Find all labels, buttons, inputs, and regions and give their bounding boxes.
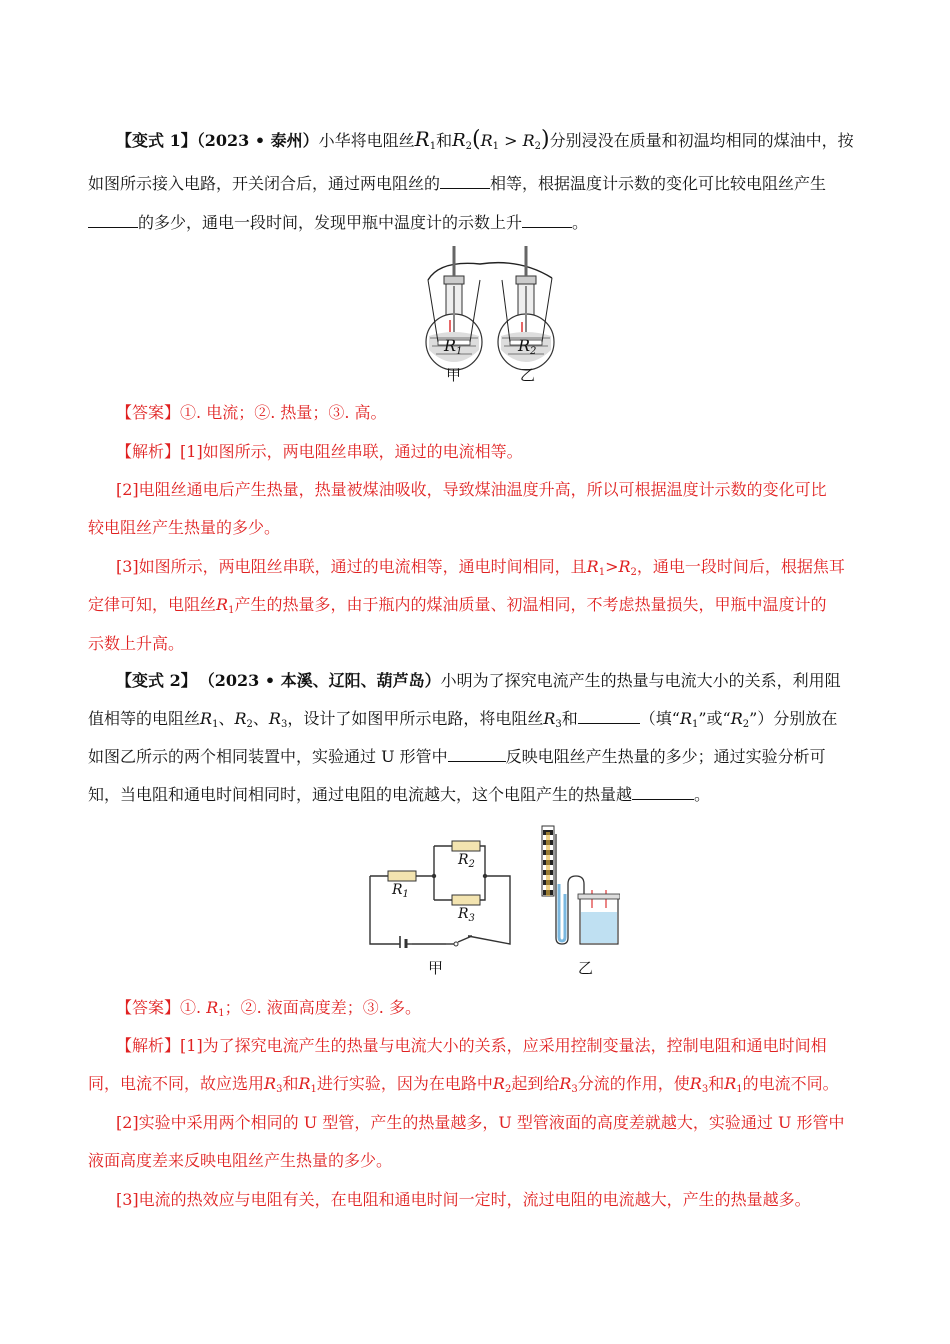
analysis-text: 和 (282, 1074, 299, 1093)
answer-tag: 【答案】 (116, 998, 181, 1017)
fig2-r2-letter: R (458, 852, 469, 868)
analysis-text: [1]如图所示，两电阻丝串联，通过的电流相等。 (180, 442, 523, 461)
q1-source: （2023 • 泰州） (196, 131, 319, 150)
q1-text: 小华将电阻丝 (318, 131, 415, 150)
q2-r2-sub: 2 (246, 719, 253, 730)
analysis-r1: R (586, 557, 599, 576)
fig2-r2-label (458, 852, 475, 870)
q1-r2: R (452, 130, 466, 151)
blank-6[interactable] (632, 785, 694, 800)
fig1-r1-label (444, 336, 462, 357)
q1-analysis-3a (116, 556, 896, 584)
q1-line-2 (88, 173, 868, 195)
q1-analysis-1 (116, 441, 896, 463)
fig2-r3-sub: 3 (468, 913, 475, 924)
fig2-label-left: 甲 (428, 959, 444, 977)
analysis-text: 产生的热量多，由于瓶内的煤油质量、初温相同，不考虑热量损失，甲瓶中温度计的 (234, 595, 827, 614)
answer-text: ；②. 液面高度差；③. 多。 (224, 998, 421, 1017)
q2-sep: 、 (218, 709, 235, 728)
q1-analysis-2b: 较电阻丝产生热量的多少。 (88, 518, 281, 537)
q2-r2: R (234, 709, 247, 728)
analysis-gt: > (605, 557, 619, 576)
q2-text: ，设计了如图甲所示电路，将电阻丝 (287, 709, 544, 728)
analysis-r: R (689, 1074, 702, 1093)
q1-cond-gt: > (499, 131, 523, 150)
q2-analysis-2a: [2]实验中采用两个相同的 U 型管，产生的热量越多，U 型管液面的高度差就越大，实验通过 U 形管中 (116, 1113, 845, 1132)
analysis-r-sub: 1 (310, 1084, 317, 1095)
analysis-r2-sub: 2 (630, 567, 637, 578)
q2-line-1 (116, 670, 896, 692)
q2-text: 。 (694, 785, 711, 804)
analysis-r: R (298, 1074, 311, 1093)
analysis-r2: R (618, 557, 631, 576)
q2-text: （填“ (639, 709, 680, 728)
q2-text: 和 (561, 709, 578, 728)
q2-text: ”）分别放在 (749, 709, 838, 728)
analysis-text: 的电流不同。 (742, 1074, 839, 1093)
fig2-r3-label (458, 906, 475, 924)
fig1-r2-sub: 2 (530, 346, 537, 357)
answer-r-sub: 1 (218, 1008, 225, 1019)
analysis-text: 进行实验，因为在电路中 (316, 1074, 493, 1093)
analysis-r-sub: 3 (276, 1084, 283, 1095)
q2-tag: 【变式 2】 (116, 671, 197, 690)
blank-3[interactable] (522, 213, 572, 228)
analysis-text: 和 (708, 1074, 725, 1093)
answer-text: ①. (180, 998, 207, 1017)
q2-analysis-2b: 液面高度差来反映电阻丝产生热量的多少。 (88, 1151, 393, 1170)
analysis-text: 起到给 (511, 1074, 560, 1093)
q2-text: 如图乙所示的两个相同装置中，实验通过 U 形管中 (88, 747, 448, 766)
analysis-text: 定律可知，电阻丝 (88, 595, 217, 614)
q2-option-r1-sub: 1 (692, 719, 699, 730)
q1-cond-r1-sub: 1 (492, 141, 500, 152)
q1-text: 分别浸没在质量和初温均相同的煤油中，按 (549, 131, 854, 150)
q1-line-3 (88, 212, 868, 234)
q1-text: 相等，根据温度计示数的变化可比较电阻丝产生 (490, 174, 827, 193)
blank-2[interactable] (88, 213, 138, 228)
fig1-r2-label (518, 336, 536, 357)
analysis-r: R (216, 595, 229, 614)
q1-analysis-2a: [2]电阻丝通电后产生热量，热量被煤油吸收，导致煤油温度升高，所以可根据温度计示数的变化可比 (116, 480, 827, 499)
q1-r1: R (414, 127, 430, 151)
q2-analysis-3: [3]电流的热效应与电阻有关，在电阻和通电时间一定时，流过电阻的电流越大，产生的热量越多。 (116, 1190, 811, 1209)
answer-text: ①. 电流；②. 热量；③. 高。 (180, 403, 387, 422)
fig1-r1-letter: R (444, 336, 457, 355)
analysis-r-sub: 2 (504, 1084, 512, 1095)
q2-r3b-sub: 3 (555, 719, 562, 730)
q2-text: 反映电阻丝产生热量的多少；通过实验分析可 (505, 747, 826, 766)
analysis-r1-sub: 1 (598, 567, 606, 578)
q1-paren: ) (541, 127, 550, 152)
analysis-text: [1]为了探究电流产生的热量与电流大小的关系，应采用控制变量法，控制电阻和通电时间相 (180, 1036, 827, 1055)
answer-r: R (206, 998, 219, 1017)
blank-1[interactable] (440, 174, 490, 189)
q1-text: 如图所示接入电路，开关闭合后，通过两电阻丝的 (88, 174, 441, 193)
fig2-r2-sub: 2 (468, 859, 475, 870)
q2-analysis-1a (116, 1035, 896, 1057)
q2-text: 知，当电阻和通电时间相同时，通过电阻的电流越大，这个电阻产生的热量越 (88, 785, 633, 804)
q1-paren: ( (472, 127, 481, 152)
q2-line-3 (88, 746, 868, 768)
q2-line-2 (88, 708, 868, 736)
q2-line-4 (88, 784, 868, 806)
analysis-text: [3]如图所示，两电阻丝串联，通过的电流相等，通电时间相同，且 (116, 557, 587, 576)
fig1-label-left: 甲 (446, 366, 462, 384)
blank-4[interactable] (578, 709, 640, 724)
analysis-r-sub: 3 (571, 1084, 578, 1095)
fig2-r3-letter: R (458, 906, 469, 922)
analysis-tag: 【解析】 (116, 1036, 181, 1055)
q1-r2-sub: 2 (465, 141, 473, 152)
analysis-r: R (559, 1074, 572, 1093)
answer-tag: 【答案】 (116, 403, 181, 422)
q2-option-r2: R (730, 709, 743, 728)
q2-answer (116, 997, 896, 1025)
q2-analysis-1b (88, 1073, 868, 1101)
q2-r3-sub: 3 (280, 719, 288, 730)
q1-line-1 (116, 128, 896, 158)
fig1-label-right: 乙 (520, 366, 536, 384)
analysis-text: 同，电流不同，故应选用 (88, 1074, 265, 1093)
q2-text: 值相等的电阻丝 (88, 709, 201, 728)
q1-analysis-3c: 示数上升高。 (88, 634, 185, 653)
q2-r1: R (200, 709, 213, 728)
u-tube-diagram (536, 824, 620, 948)
analysis-text: ，通电一段时间后，根据焦耳 (636, 557, 845, 576)
analysis-tag: 【解析】 (116, 442, 181, 461)
q2-r3b: R (543, 709, 556, 728)
q2-source: （2023 • 本溪、辽阳、葫芦岛） (206, 671, 441, 690)
analysis-r-sub: 3 (701, 1084, 709, 1095)
analysis-r: R (724, 1074, 737, 1093)
q1-cond-r1: R (480, 131, 493, 150)
q2-r1-sub: 1 (212, 719, 219, 730)
fig1-r2-letter: R (518, 336, 531, 355)
q1-text: 和 (436, 131, 453, 150)
q2-text: ”或“ (698, 709, 731, 728)
fig2-r1-letter: R (392, 882, 403, 898)
circuit-diagram (360, 836, 520, 948)
fig2-label-right: 乙 (578, 959, 594, 977)
q1-text: 。 (572, 213, 589, 232)
analysis-text: 分流的作用，使 (577, 1074, 690, 1093)
q2-text: 小明为了探究电流产生的热量与电流大小的关系，利用阻 (440, 671, 841, 690)
q2-option-r1: R (679, 709, 692, 728)
q1-answer (116, 402, 896, 424)
q2-sep: 、 (252, 709, 269, 728)
flask-diagram (420, 246, 560, 386)
q1-cond-r2: R (522, 131, 535, 150)
fig2-r1-label (392, 882, 409, 900)
q2-r3: R (268, 709, 281, 728)
fig2-r1-sub: 1 (402, 889, 409, 900)
q2-option-r2-sub: 2 (742, 719, 750, 730)
q1-text: 的多少，通电一段时间，发现甲瓶中温度计的示数上升 (138, 213, 523, 232)
q1-r1-sub: 1 (429, 141, 437, 152)
q1-analysis-3b (88, 594, 868, 622)
blank-5[interactable] (448, 747, 506, 762)
q1-tag: 【变式 1】 (116, 131, 197, 150)
q1-cond-r2-sub: 2 (534, 141, 542, 152)
analysis-r: R (264, 1074, 277, 1093)
analysis-r: R (492, 1074, 505, 1093)
analysis-r-sub: 1 (228, 605, 235, 616)
fig1-r1-sub: 1 (456, 346, 463, 357)
analysis-r-sub: 1 (736, 1084, 743, 1095)
